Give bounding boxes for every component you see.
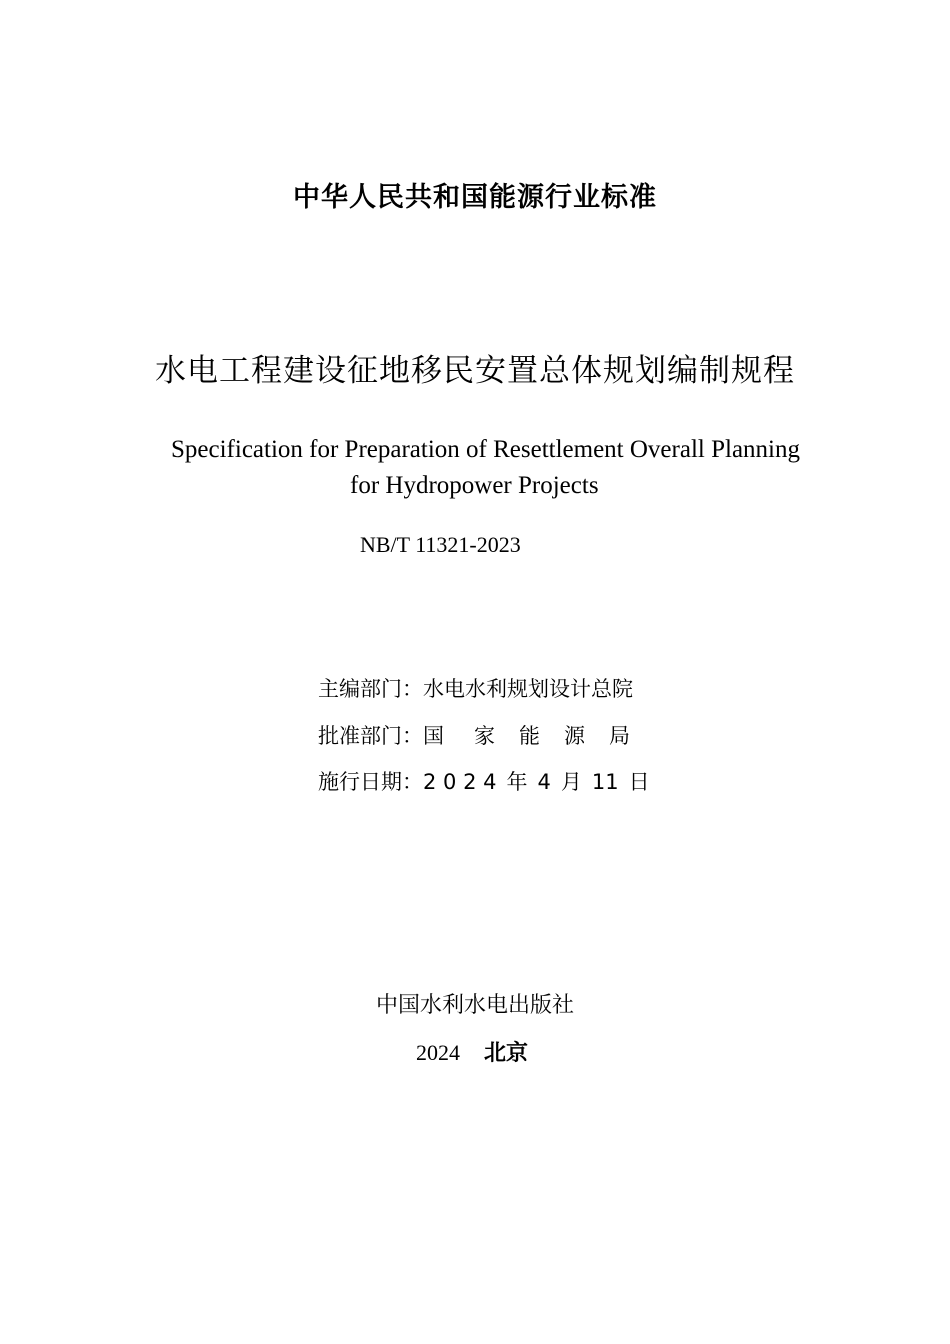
approver-char: 国 bbox=[423, 724, 444, 748]
publication-year: 2024 bbox=[416, 1040, 460, 1065]
approver-char: 能 bbox=[519, 724, 540, 748]
approver-char: 局 bbox=[609, 724, 630, 748]
publication-city: 北京 bbox=[484, 1041, 529, 1066]
english-title-line-1: Specification for Preparation of Resettlement Overall Planning bbox=[171, 436, 800, 463]
effective-date-label: 施行日期： bbox=[318, 770, 423, 794]
editor-value: 水电水利规划设计总院 bbox=[423, 677, 633, 701]
approver-value bbox=[423, 721, 630, 751]
date-year: 2 0 2 4 bbox=[423, 770, 497, 794]
english-title-line-2: for Hydropower Projects bbox=[350, 472, 599, 499]
approver-row bbox=[318, 721, 630, 751]
publisher-name: 中国水利水电出版社 bbox=[375, 993, 574, 1018]
effective-date-row bbox=[318, 767, 650, 797]
standard-category-heading: 中华人民共和国能源行业标准 bbox=[293, 182, 657, 213]
publication-year-city bbox=[416, 1037, 528, 1070]
editor-label: 主编部门： bbox=[318, 677, 423, 701]
approver-label: 批准部门： bbox=[318, 724, 423, 748]
standard-number: NB/T 11321-2023 bbox=[360, 532, 521, 557]
date-month: 4 bbox=[537, 770, 551, 794]
date-day: 11 bbox=[591, 770, 619, 794]
chinese-title: 水电工程建设征地移民安置总体规划编制规程 bbox=[155, 353, 795, 389]
date-month-unit: 月 bbox=[560, 770, 582, 794]
editor-row bbox=[318, 674, 633, 704]
approver-char: 源 bbox=[564, 724, 585, 748]
date-day-unit: 日 bbox=[628, 770, 650, 794]
effective-date-value bbox=[423, 767, 650, 797]
date-year-unit: 年 bbox=[506, 770, 528, 794]
approver-char: 家 bbox=[474, 724, 495, 748]
